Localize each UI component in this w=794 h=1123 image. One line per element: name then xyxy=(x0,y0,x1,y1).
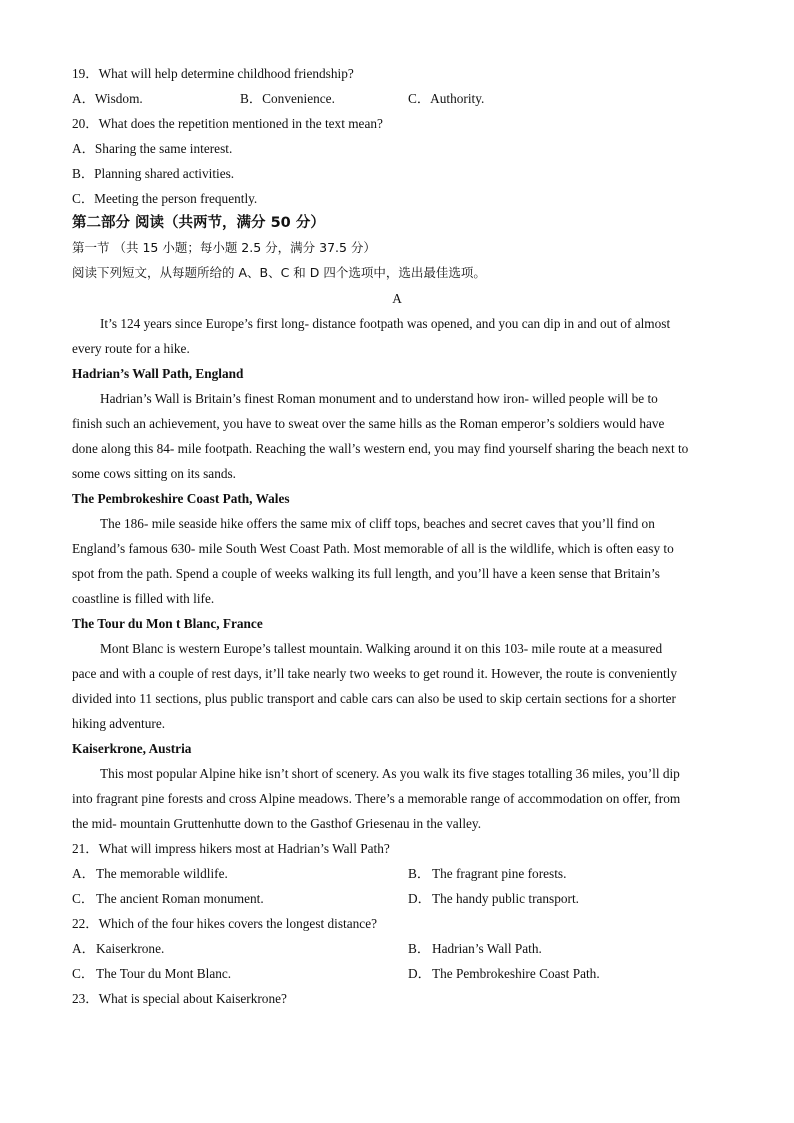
hadrians-wall-line: some cows sitting on its sands. xyxy=(72,466,236,481)
question-19-options xyxy=(72,91,732,107)
pembrokeshire-line: spot from the path. Spend a couple of weeks walking its full length, and you’ll have a keen sense that Britain’s xyxy=(72,566,660,581)
question-20-stem: 20．What does the repetition mentioned in the text mean? xyxy=(72,116,383,131)
kaiserkrone-line: the mid- mountain Gruttenhutte down to the Gasthof Griesenau in the valley. xyxy=(72,816,482,831)
q22-option-b: B． Hadrian’s Wall Path. xyxy=(408,941,542,956)
q21-option-d: D．The handy public transport. xyxy=(408,891,579,906)
question-22-options-row xyxy=(72,966,732,982)
question-21-options-row xyxy=(72,891,732,907)
q20-option-b: B．Planning shared activities. xyxy=(72,166,235,181)
question-19-stem: 19．What will help determine childhood friendship? xyxy=(72,66,354,81)
hadrians-wall-line: finish such an achievement, you have to sweat over the same hills as the Roman emperor’s soldiers would have xyxy=(72,416,665,431)
passage-label: A xyxy=(392,291,402,306)
passage-intro-line: every route for a hike. xyxy=(72,341,190,356)
question-22-options-row xyxy=(72,941,732,957)
q21-option-a: A．The memorable wildlife. xyxy=(72,866,228,881)
q20-option-c: C．Meeting the person frequently. xyxy=(72,191,258,206)
heading-pembrokeshire: The Pembrokeshire Coast Path, Wales xyxy=(72,491,290,506)
hadrians-wall-line: Hadrian’s Wall is Britain’s finest Roman monument and to understand how iron- willed people will be to xyxy=(100,391,658,406)
heading-hadrians-wall: Hadrian’s Wall Path, England xyxy=(72,366,244,381)
mont-blanc-line: pace and with a couple of rest days, it’ll take nearly two weeks to get round it. However, the route is conveniently xyxy=(72,666,678,681)
question-23-stem: 23．What is special about Kaiserkrone? xyxy=(72,991,287,1006)
question-21-stem: 21．What will impress hikers most at Hadrian’s Wall Path? xyxy=(72,841,390,856)
q19-option-c: C．Authority. xyxy=(408,91,485,106)
hadrians-wall-line: done along this 84- mile footpath. Reaching the wall’s western end, you may find yourself sharing the beach next to xyxy=(72,441,689,456)
q21-option-b: B． The fragrant pine forests. xyxy=(408,866,567,881)
question-21-options-row xyxy=(72,866,732,882)
pembrokeshire-line: coastline is filled with life. xyxy=(72,591,215,606)
mont-blanc-line: divided into 11 sections, plus public transport and cable cars can also be used to skip certain sections for a shorter xyxy=(72,691,676,706)
heading-mont-blanc: The Tour du Mon t Blanc, France xyxy=(72,616,263,631)
mont-blanc-line: Mont Blanc is western Europe’s tallest mountain. Walking around it on this 103- mile route at a measured xyxy=(100,641,663,656)
question-22-stem: 22．Which of the four hikes covers the longest distance? xyxy=(72,916,377,931)
q22-option-c: C． The Tour du Mont Blanc. xyxy=(72,966,232,981)
section-2-part-1: 第一节 （共 15 小题；每小题 2.5 分，满分 37.5 分） xyxy=(72,240,376,255)
pembrokeshire-line: England’s famous 630- mile South West Coast Path. Most memorable of all is the wildlife, which is often easy to xyxy=(72,541,674,556)
pembrokeshire-line: The 186- mile seaside hike offers the same mix of cliff tops, beaches and secret caves that you’ll find on xyxy=(100,516,655,531)
q22-option-d: D．The Pembrokeshire Coast Path. xyxy=(408,966,600,981)
q19-option-a: A．Wisdom. xyxy=(72,91,143,106)
section-2-instruction: 阅读下列短文，从每题所给的 A、B、C 和 D 四个选项中，选出最佳选项。 xyxy=(72,265,486,280)
kaiserkrone-line: This most popular Alpine hike isn’t short of scenery. As you walk its five stages totalling 36 miles, you’ll dip xyxy=(100,766,680,781)
passage-intro-line: It’s 124 years since Europe’s first long- distance footpath was opened, and you can dip in and out of almost xyxy=(100,316,671,331)
q20-option-a: A．Sharing the same interest. xyxy=(72,141,233,156)
q21-option-c: C． The ancient Roman monument. xyxy=(72,891,264,906)
q22-option-a: A．Kaiserkrone. xyxy=(72,941,165,956)
heading-kaiserkrone: Kaiserkrone, Austria xyxy=(72,741,192,756)
mont-blanc-line: hiking adventure. xyxy=(72,716,166,731)
section-2-title: 第二部分 阅读（共两节，满分 50 分） xyxy=(72,215,325,231)
q19-option-b: B．Convenience. xyxy=(240,91,335,106)
kaiserkrone-line: into fragrant pine forests and cross Alpine meadows. There’s a memorable range of accommodation on offer, from xyxy=(72,791,681,806)
